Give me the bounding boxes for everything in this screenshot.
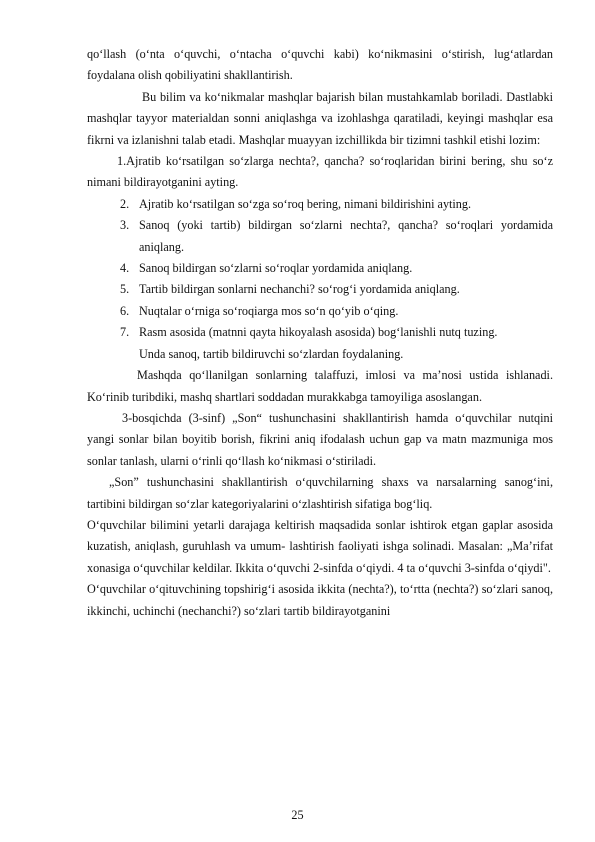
paragraph-3: 1.Ajratib ko‘rsatilgan so‘zlarga nechta?, qancha? so‘roqlaridan birini bering, shu so‘z nimani bildirayotganini ayting. <box>87 154 553 190</box>
paragraph-1: qo‘llash (o‘nta o‘quvchi, o‘ntacha o‘quvchi kabi) ko‘nikmasini o‘stirish, lug‘atlardan foydalana olish qobiliyatini shakllantirish. <box>87 47 553 83</box>
list-item-number: 3. <box>120 218 130 233</box>
paragraph-7: O‘quvchilar bilimini yetarli darajaga keltirish maqsadida sonlar ishtirok etgan gaplar asosida kuzatish, aniqlash, guruhlash va umum- lashtirish faoliyati ishga solinadi. Masalan: „Ma’rifat xonasiga o‘quvchilar keldilar. Ikkita o‘quvchi 2-sinfda o‘qiydi. 4 ta o‘quvchi 3-sinfda o‘qiydi". <box>87 517 553 575</box>
list-item-number: 4. <box>120 261 130 276</box>
paragraph-6: „Son” tushunchasini shakllantirish o‘quvchilarning shaxs va narsalarning sanog‘ini, tartibini bildirgan so‘zlar kategoriyalarini o‘zlashtirish sifatiga bog‘liq. <box>87 475 553 511</box>
list-continuation: Unda sanoq, tartib bildiruvchi so‘zlardan foydalaning. <box>139 346 404 361</box>
body-text <box>87 44 553 622</box>
list-item <box>87 194 553 215</box>
list-item-number: 2. <box>120 196 130 211</box>
list-item-text: Rasm asosida (matnni qayta hikoyalash asosida) bog‘lanishli nutq tuzing. <box>139 325 498 340</box>
paragraph-4: Mashqda qo‘llanilgan sonlarning talaffuzi, imlosi va ma’nosi ustida ishlanadi. Ko‘rinib turibdiki, mashq shartlari soddadan murakkabga tamoyiliga asoslangan. <box>87 368 553 404</box>
list-item <box>87 301 553 322</box>
list-item-text: Nuqtalar o‘rniga so‘roqiarga mos so‘n qo‘yib o‘qing. <box>139 303 399 318</box>
list-item-text: Sanoq bildirgan so‘zlarni so‘roqlar yordamida aniqlang. <box>139 261 413 276</box>
list-item-number: 6. <box>120 303 130 318</box>
paragraph-8: O‘quvchilar o‘qituvchining topshirig‘i asosida ikkita (nechta?), to‘rtta (nechta?) so‘zlari sanoq, ikkinchi, uchinchi (nechanchi?) so‘zlari tartib bildirayotganini <box>87 582 553 618</box>
list-item-number: 7. <box>120 325 130 340</box>
list-item-text: Tartib bildirgan sonlarni nechanchi? so‘rog‘i yordamida aniqlang. <box>139 282 460 297</box>
list-item <box>87 258 553 279</box>
list-item-text: Sanoq (yoki tartib) bildirgan so‘zlarni nechta?, qancha? so‘roqlari yordamida aniqlang. <box>139 218 553 254</box>
list-item <box>87 279 553 300</box>
list-item <box>87 215 553 258</box>
page-number: 25 <box>291 808 304 822</box>
paragraph-5: 3-bosqichda (3-sinf) „Son“ tushunchasini shakllantirish hamda o‘quvchilar nutqini yangi sonlar bilan boyitib borish, fikrini aniq ifodalash uchun gap va matn mazmuniga mos sonlar tanlash, ularni o‘rinli qo‘llash ko‘nikmasi o‘stiriladi. <box>87 410 553 468</box>
list-item-text: Ajratib ko‘rsatilgan so‘zga so‘roq bering, nimani bildirishini ayting. <box>139 196 472 211</box>
list-item-number: 5. <box>120 282 130 297</box>
paragraph-2: Bu bilim va ko‘nikmalar mashqlar bajarish bilan mustahkamlab boriladi. Dastlabki mashqlar tayyor materialdan sonni aniqlashga va izohlashga qaratiladi, keyingi mashqlar esa fikrni va izlanishni talab etadi. Mashqlar muayyan izchillikda bir tizimni tashkil etishi lozim: <box>87 89 553 147</box>
list-item <box>87 322 553 343</box>
